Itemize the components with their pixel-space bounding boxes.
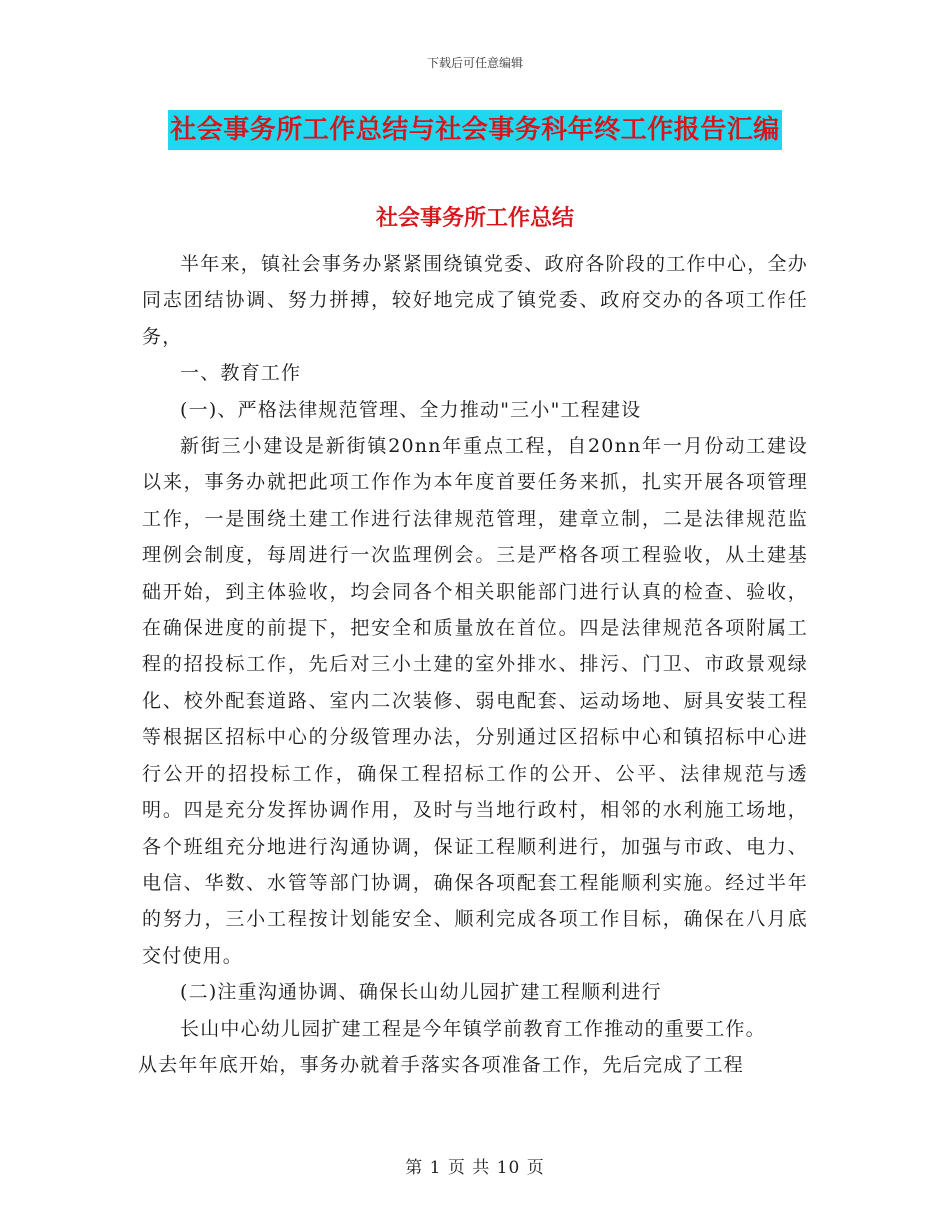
body-text bbox=[138, 246, 808, 1083]
heading-education: 一、教育工作 bbox=[180, 362, 302, 385]
document-title-container bbox=[0, 110, 950, 150]
paragraph-kindergarten: 长山中心幼儿园扩建工程是今年镇学前教育工作推动的重要工作。 bbox=[180, 1017, 766, 1040]
paragraph-sanxiao: 新街三小建设是新街镇20nn年重点工程，自20nn年一月份动工建设以来，事务办就把此项工作作为本年度首要任务来抓，扎实开展各项管理工作，一是围绕土建工作进行法律规范管理，建章立制，二是法律规范监理例会制度，每周进行一次监理例会。三是严格各项工程验收，从土建基础开始，到主体验收，均会同各个相关职能部门进行认真的检查、验收，在确保进度的前提下，把安全和质量放在首位。四是法律规范各项附属工程的招投标工作，先后对三小土建的室外排水、排污、门卫、市政景观绿化、校外配套道路、室内二次装修、弱电配套、运动场地、厨具安装工程等根据区招标中心的分级管理办法，分别通过区招标中心和镇招标中心进行公开的招投标工作，确保工程招标工作的公开、公平、法律规范与透明。四是充分发挥协调作用，及时与当地行政村，相邻的水利施工场地，各个班组充分地进行沟通协调，保证工程顺利进行，加强与市政、电力、电信、华数、水管等部门协调，确保各项配套工程能顺利实施。经过半年的努力，三小工程按计划能安全、顺利完成各项工作目标，确保在八月底交付使用。 bbox=[142, 435, 808, 967]
section-title: 社会事务所工作总结 bbox=[375, 205, 574, 231]
paragraph-intro: 半年来，镇社会事务办紧紧围绕镇党委、政府各阶段的工作中心，全办同志团结协调、努力拼搏，较好地完成了镇党委、政府交办的各项工作任务， bbox=[142, 253, 808, 348]
document-title: 社会事务所工作总结与社会事务科年终工作报告汇编 bbox=[168, 110, 782, 150]
subheading-one: (一)、严格法律规范管理、全力推动"三小"工程建设 bbox=[180, 398, 642, 421]
page-number: 第 1 页 共 10 页 bbox=[405, 1158, 545, 1178]
subheading-two: (二)注重沟通协调、确保长山幼儿园扩建工程顺利进行 bbox=[180, 981, 662, 1004]
page-header-note: 下载后可任意编辑 bbox=[426, 56, 523, 70]
paragraph-continuation: 从去年年底开始，事务办就着手落实各项准备工作，先后完成了工程 bbox=[138, 1053, 745, 1076]
